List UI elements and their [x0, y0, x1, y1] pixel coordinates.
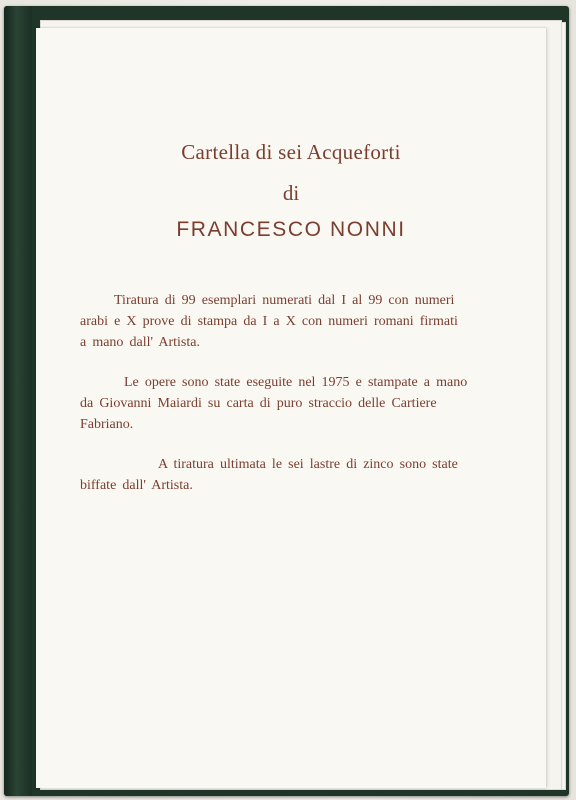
text-line: da Giovanni Maiardi su carta di puro straccio delle Cartiere — [80, 396, 437, 411]
title-line-1: Cartella di sei Acqueforti — [181, 140, 401, 164]
text-line: Le opere sono state eseguite nel 1975 e stampate a mano — [124, 375, 468, 390]
printing-paragraph — [80, 372, 467, 435]
artist-name: FRANCESCO NONNI — [176, 218, 406, 241]
plates-paragraph — [80, 454, 458, 496]
text-line: A tiratura ultimata le sei lastre di zinco sono state — [158, 457, 458, 472]
text-line: a mano dall' Artista. — [80, 335, 200, 350]
text-line: biffate dall' Artista. — [80, 478, 193, 493]
text-line: arabi e X prove di stampa da I a X con numeri romani firmati — [80, 314, 458, 329]
text-line: Tiratura di 99 esemplari numerati dal I al 99 con numeri — [114, 293, 455, 308]
portfolio-spine — [4, 6, 32, 796]
colophon-page — [36, 28, 546, 788]
title-line-2: di — [282, 181, 300, 205]
text-line: Fabriano. — [80, 417, 134, 432]
edition-paragraph — [80, 290, 458, 353]
